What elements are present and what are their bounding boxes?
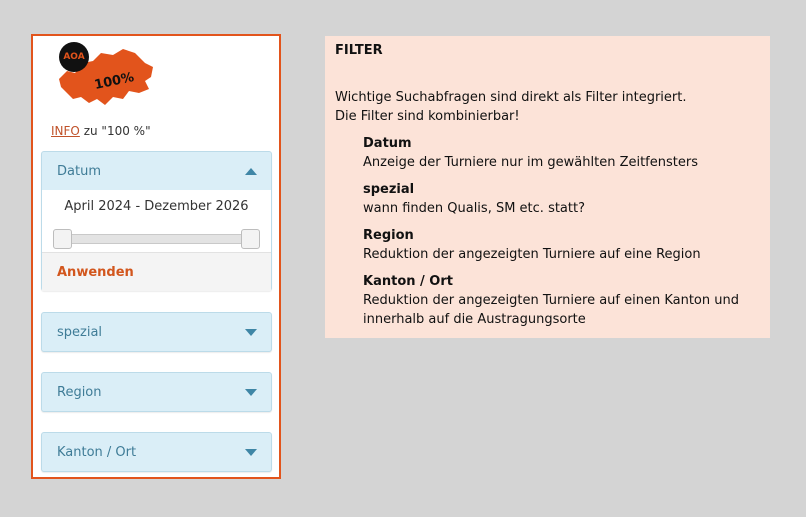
info-box-title: FILTER bbox=[335, 43, 383, 58]
date-range-text: April 2024 - Dezember 2026 bbox=[64, 199, 249, 214]
filter-spezial-header[interactable] bbox=[42, 313, 271, 351]
filter-region-header[interactable] bbox=[42, 373, 271, 411]
date-range-body bbox=[42, 190, 271, 252]
filter-region[interactable] bbox=[41, 372, 272, 412]
info-line bbox=[51, 124, 151, 138]
info-link[interactable]: INFO bbox=[51, 124, 80, 138]
aoa-badge-text: AOA bbox=[63, 52, 85, 62]
info-item-heading: Region bbox=[363, 228, 414, 243]
chevron-down-icon bbox=[245, 449, 257, 456]
info-item-text: wann finden Qualis, SM etc. statt? bbox=[363, 201, 585, 216]
chevron-down-icon bbox=[245, 329, 257, 336]
info-item-heading: Datum bbox=[363, 136, 412, 151]
filter-panel bbox=[31, 34, 281, 479]
filter-datum-label: Datum bbox=[57, 163, 101, 179]
info-box-intro bbox=[335, 88, 755, 126]
info-item-heading: spezial bbox=[363, 182, 415, 197]
slider-handle-end[interactable] bbox=[241, 229, 260, 249]
filter-datum-header[interactable] bbox=[42, 152, 271, 190]
info-suffix: zu "100 %" bbox=[83, 124, 151, 138]
info-item-region bbox=[363, 226, 763, 264]
switzerland-logo bbox=[53, 41, 158, 109]
date-range-slider[interactable] bbox=[54, 234, 259, 244]
filter-spezial-label: spezial bbox=[57, 324, 103, 340]
info-item-spezial bbox=[363, 180, 763, 218]
info-item-kanton bbox=[363, 272, 763, 329]
filter-datum bbox=[41, 151, 272, 291]
chevron-up-icon bbox=[245, 168, 257, 175]
info-box-items bbox=[363, 134, 763, 337]
filter-region-label: Region bbox=[57, 384, 102, 400]
logo-100-text: 100% bbox=[93, 70, 136, 94]
slider-handle-start[interactable] bbox=[53, 229, 72, 249]
info-item-text: Reduktion der angezeigten Turniere auf einen Kanton und innerhalb auf die Austragungsorte bbox=[363, 293, 739, 327]
filter-kanton-label: Kanton / Ort bbox=[57, 444, 137, 460]
info-item-text: Reduktion der angezeigten Turniere auf eine Region bbox=[363, 247, 701, 262]
info-item-text: Anzeige der Turniere nur im gewählten Zeitfensters bbox=[363, 155, 698, 170]
intro-line-2: Die Filter sind kombinierbar! bbox=[335, 109, 520, 124]
filter-kanton[interactable] bbox=[41, 432, 272, 472]
info-item-datum bbox=[363, 134, 763, 172]
apply-button[interactable]: Anwenden bbox=[42, 252, 271, 291]
filter-spezial[interactable] bbox=[41, 312, 272, 352]
filter-info-box bbox=[325, 36, 770, 338]
info-item-heading: Kanton / Ort bbox=[363, 274, 453, 289]
intro-line-1: Wichtige Suchabfragen sind direkt als Filter integriert. bbox=[335, 90, 687, 105]
filter-kanton-header[interactable] bbox=[42, 433, 271, 471]
chevron-down-icon bbox=[245, 389, 257, 396]
